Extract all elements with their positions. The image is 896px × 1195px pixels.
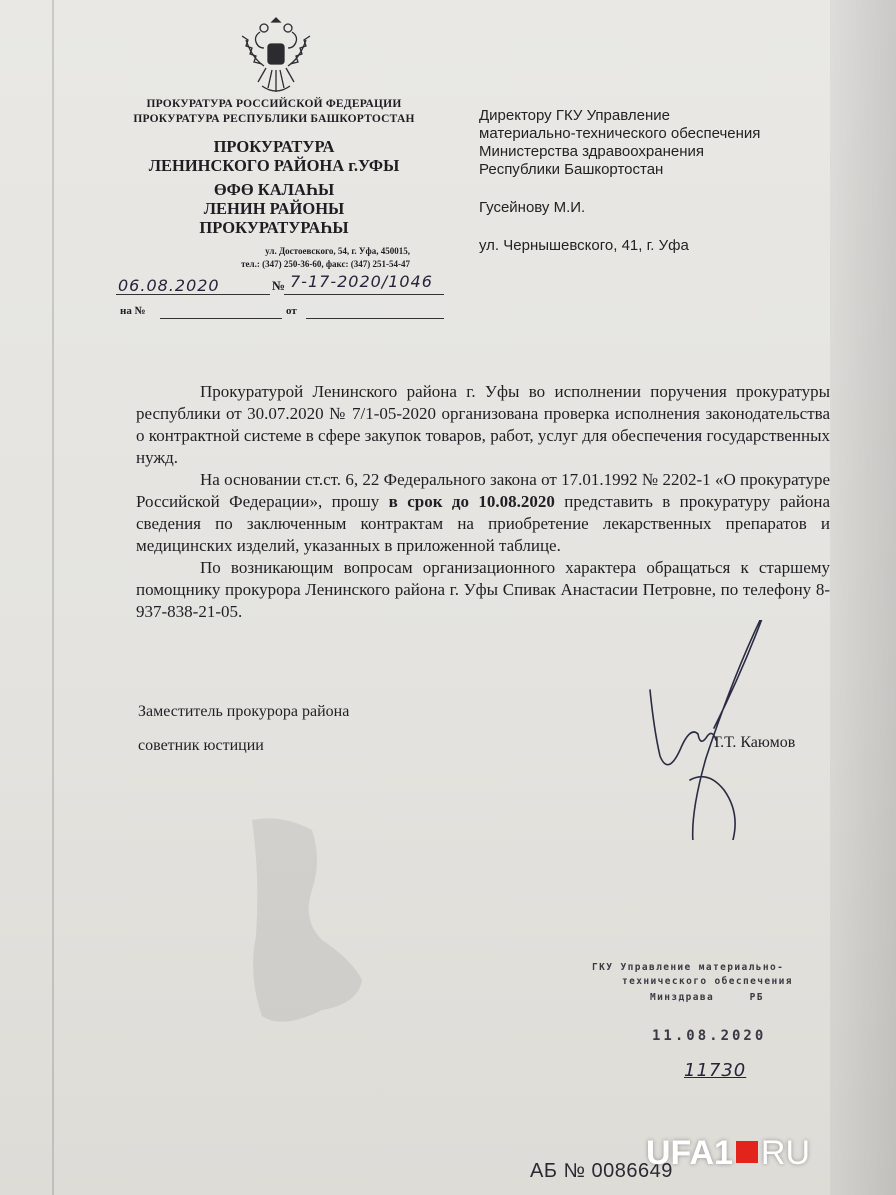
watermark-red-square xyxy=(736,1141,758,1163)
incoming-registration-number: 11730 xyxy=(684,1060,747,1081)
recipient-line2: материально-технического обеспечения xyxy=(479,125,761,142)
body-paragraph-3: По возникающим вопросам организационного характера обращаться к старшему помощнику прокурора Ленинского района г. Уфы Спивак Анастасии Петровне, по телефону 8-937-838-21-05. xyxy=(136,558,830,621)
incoming-stamp-date: 11.08.2020 xyxy=(652,1028,767,1044)
signatory-rank: советник юстиции xyxy=(138,737,264,754)
recipient-line3: Министерства здравоохранения xyxy=(479,143,704,160)
header-line-russian-federation: ПРОКУРАТУРА РОССИЙСКОЙ ФЕДЕРАЦИИ xyxy=(146,98,402,110)
office-title-line2: ЛЕНИНСКОГО РАЙОНА г.УФЫ xyxy=(148,156,400,175)
body-paragraph-2-start: На основании ст.ст. 6, 22 Федерального закона от 17.01.1992 № 2202-1 «О прокуратуре Российской Федерации», прошу xyxy=(136,470,830,511)
body-paragraph-2-end: представить в прокуратуру района сведения по заключенным контрактам на приобретение лекарственных препаратов и медицинских изделий, указанных в приложенной таблице. xyxy=(136,492,830,555)
recipient-address: ул. Чернышевского, 41, г. Уфа xyxy=(479,237,689,254)
number-symbol: № xyxy=(272,278,286,293)
office-bashkir-line1: ӨФӨ КАЛАҺЫ xyxy=(213,180,335,199)
letter-body xyxy=(136,381,830,623)
date-underline xyxy=(116,294,270,295)
office-address: ул. Достоевского, 54, г. Уфа, 450015, xyxy=(265,246,410,256)
office-bashkir-line2: ЛЕНИН РАЙОНЫ xyxy=(203,199,345,218)
signatory-position: Заместитель прокурора района xyxy=(138,703,350,720)
document-smudge xyxy=(232,810,372,1050)
body-paragraph-1: Прокуратурой Ленинского района г. Уфы во исполнении поручения прокуратуры республики от 30.07.2020 № 7/1-05-2020 организована проверка исполнения законодательства о контрактной системе в сфере закупок товаров, работ, услуг для обеспечения государственных нужд. xyxy=(136,382,830,467)
number-underline xyxy=(284,294,444,295)
office-title-line1: ПРОКУРАТУРА xyxy=(213,137,335,156)
body-paragraph-2 xyxy=(136,469,830,557)
recipient-line1: Директору ГКУ Управление xyxy=(479,107,670,124)
handwritten-outgoing-date: 06.08.2020 xyxy=(118,276,220,295)
recipient-line4: Республики Башкортостан xyxy=(479,161,664,178)
deadline-emphasis: в срок до 10.08.2020 xyxy=(388,492,555,511)
watermark-brand: UFA1 xyxy=(646,1134,733,1172)
incoming-stamp-line1: ГКУ Управление материально- xyxy=(592,962,785,973)
signatory-name: Т.Т. Каюмов xyxy=(712,734,796,751)
watermark-suffix: RU xyxy=(760,1134,811,1172)
incoming-stamp-line3: Минздрава РБ xyxy=(650,992,764,1003)
form-serial-number: АБ № 0086649 xyxy=(530,1160,673,1182)
page-fold-left xyxy=(52,0,54,1195)
header-line-bashkortostan: ПРОКУРАТУРА РЕСПУБЛИКИ БАШКОРТОСТАН xyxy=(133,113,415,125)
ufa1-watermark-logo xyxy=(646,1134,810,1173)
double-headed-eagle-emblem xyxy=(236,10,316,96)
incoming-stamp-line2: технического обеспечения xyxy=(622,976,793,987)
recipient-block xyxy=(479,107,859,255)
recipient-name: Гусейнову М.И. xyxy=(479,199,586,216)
reference-from-label: от xyxy=(286,305,297,317)
reference-date-line xyxy=(306,318,444,319)
handwritten-outgoing-number: 7-17-2020/1046 xyxy=(290,272,433,291)
handwritten-signature xyxy=(600,620,840,840)
reference-on-label: на № xyxy=(120,305,146,317)
office-phone-fax: тел.: (347) 250-36-60, факс: (347) 251-54-47 xyxy=(241,259,410,269)
reference-number-line xyxy=(160,318,282,319)
office-bashkir-line3: ПРОКУРАТУРАҺЫ xyxy=(199,218,349,237)
